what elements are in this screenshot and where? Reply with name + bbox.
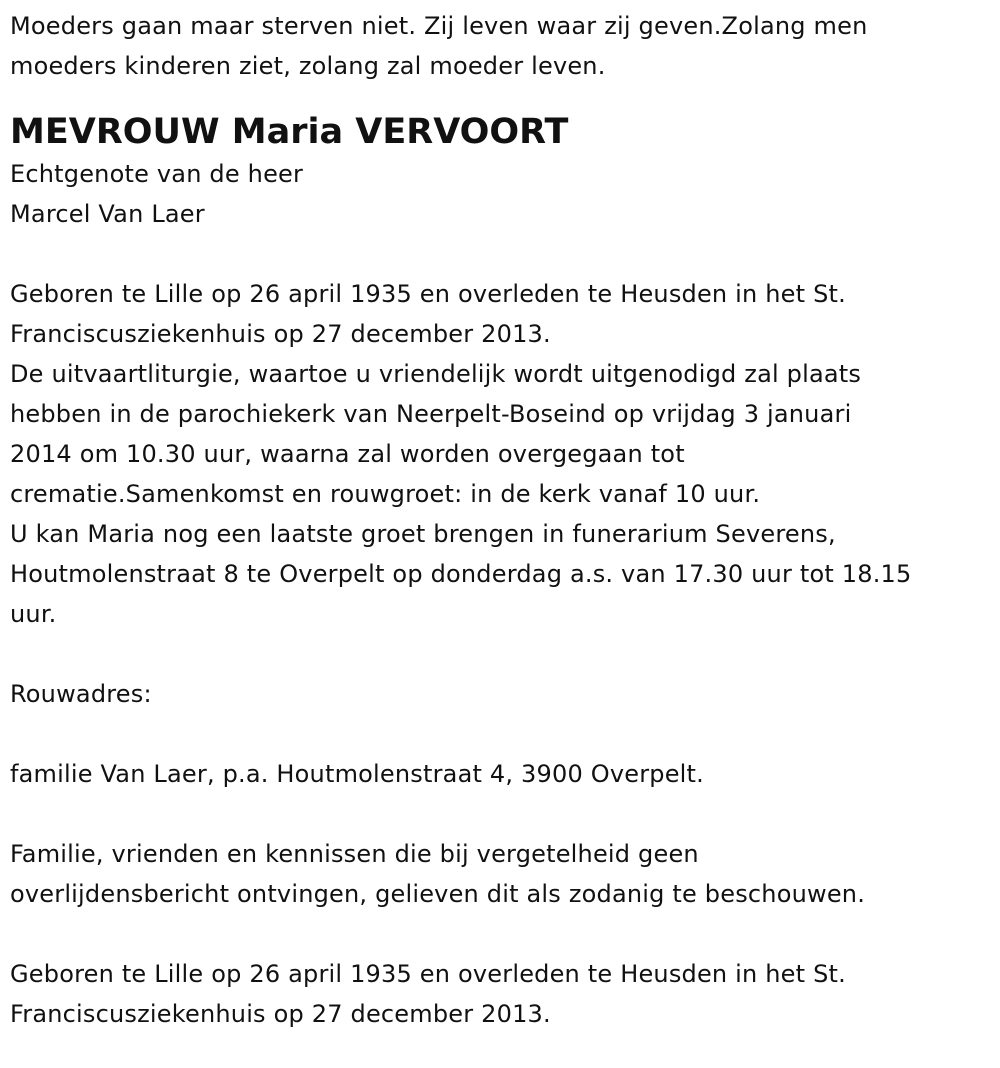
address-label: Rouwadres: bbox=[10, 680, 152, 708]
details-line: crematie.Samenkomst en rouwgroet: in de kerk vanaf 10 uur. bbox=[10, 480, 761, 508]
notice bbox=[10, 834, 1000, 914]
notice-line: Familie, vrienden en kennissen die bij vergetelheid geen bbox=[10, 840, 699, 868]
repeat-line: Geboren te Lille op 26 april 1935 en overleden te Heusden in het St. bbox=[10, 960, 846, 988]
details-line: U kan Maria nog een laatste groet brengen in funerarium Severens, bbox=[10, 520, 836, 548]
spouse-line: Echtgenote van de heer bbox=[10, 160, 304, 188]
details-line: Geboren te Lille op 26 april 1935 en overleden te Heusden in het St. bbox=[10, 280, 846, 308]
repeat-line: Franciscusziekenhuis op 27 december 2013. bbox=[10, 1000, 551, 1028]
details bbox=[10, 274, 1000, 634]
address: familie Van Laer, p.a. Houtmolenstraat 4, 3900 Overpelt. bbox=[10, 760, 704, 788]
details-line: uur. bbox=[10, 600, 57, 628]
quote-line: Moeders gaan maar sterven niet. Zij leven waar zij geven.Zolang men bbox=[10, 12, 868, 40]
details-line: 2014 om 10.30 uur, waarna zal worden overgegaan tot bbox=[10, 440, 685, 468]
repeat-details bbox=[10, 954, 1000, 1034]
details-line: Houtmolenstraat 8 te Overpelt op donderdag a.s. van 17.30 uur tot 18.15 bbox=[10, 560, 912, 588]
spouse-line: Marcel Van Laer bbox=[10, 200, 205, 228]
details-line: Franciscusziekenhuis op 27 december 2013. bbox=[10, 320, 551, 348]
quote-line: moeders kinderen ziet, zolang zal moeder leven. bbox=[10, 52, 606, 80]
deceased-name: MEVROUW Maria VERVOORT bbox=[10, 112, 569, 152]
quote bbox=[10, 6, 1000, 86]
spouse bbox=[10, 154, 1000, 234]
notice-line: overlijdensbericht ontvingen, gelieven dit als zodanig te beschouwen. bbox=[10, 880, 866, 908]
details-line: hebben in de parochiekerk van Neerpelt-Boseind op vrijdag 3 januari bbox=[10, 400, 852, 428]
details-line: De uitvaartliturgie, waartoe u vriendelijk wordt uitgenodigd zal plaats bbox=[10, 360, 862, 388]
